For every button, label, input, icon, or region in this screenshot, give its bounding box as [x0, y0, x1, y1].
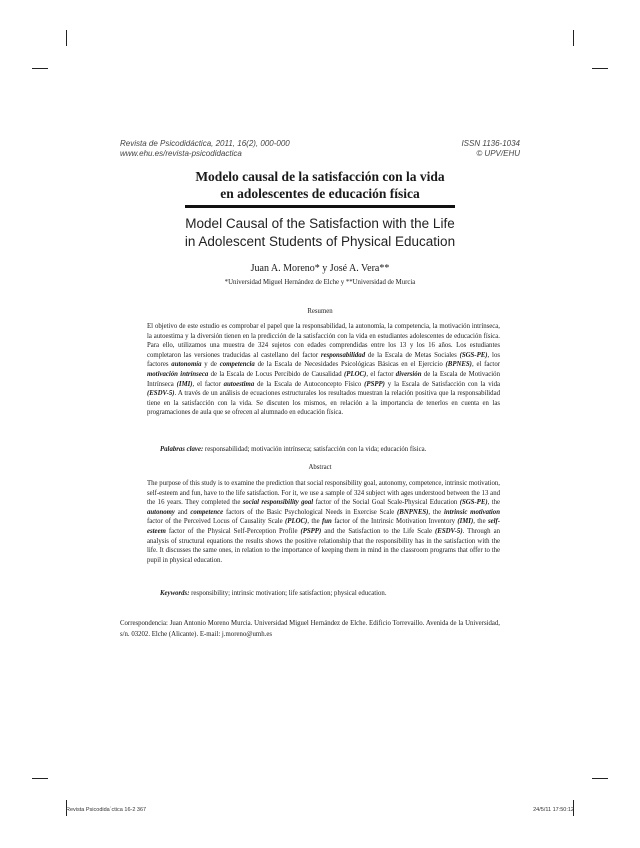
- resumen-heading: Resumen: [307, 308, 333, 315]
- crop-mark: [32, 778, 48, 779]
- title-english: Model Causal of the Satisfaction with the Life in Adolescent Students of Physical Education: [184, 216, 456, 249]
- issn: ISSN 1136-1034: [461, 139, 520, 148]
- copyright: © UPV/EHU: [476, 149, 520, 158]
- crop-mark: [66, 30, 67, 46]
- abstract-heading: Abstract: [308, 464, 332, 471]
- crop-mark: [573, 30, 574, 46]
- title-rule: [185, 205, 455, 208]
- journal-citation: Revista de Psicodidáctica, 2011, 16(2), 000-000: [120, 139, 290, 148]
- resumen-keywords: Palabras clave: responsabilidad; motivación intrínseca; satisfacción con la vida; educación física.: [160, 446, 427, 453]
- abstract-text: The purpose of this study is to examine the prediction that social responsibility goal, autonomy, competence, intrinsic motivation, self-esteem and fun, have to the life satisfaction. For it, we use a sample of 324 subject with ages understood between the 13 and the 16 years. They completed the social responsibility goal factor of the Social Goal Scale-Physical Education (SGS-PE), the autonomy and competence factors of the Basic Psychological Needs in Exercise Scale (BNPNES), the intrinsic motivation factor of the Perceived Locus of Causality Scale (PLOC), the fun factor of the Intrinsic Motivation Inventory (IMI), the self-esteem factor of the Physical Self-Perception Profile (PSPP) and the Satisfaction to the Life Scale (ESDV-5). Through an analysis of structural equations the results shows the positive relationship that the responsibility has in the satisfaction with the life. It discusses the same ones, in relation to the importance of keeping them in mind in the classroom programs that offer to the pupil in physical education.: [147, 480, 501, 564]
- affiliation: *Universidad Miguel Hernández de Elche y **Universidad de Murcia: [224, 279, 416, 286]
- resumen-text: El objetivo de este estudio es comprobar el papel que la responsabilidad, la autonomía, la competencia, la motivación intrínseca, la autoestima y la diversión tienen en la predicción de la satisfacción con la vida en estudiantes adolescentes de educación física. Para ello, utilizamos una muestra de 324 sujetos con edades comprendidas entre los 13 y los 16 años. Los estudiantes completaron las versiones traducidas al castellano del factor responsabilidad de la Escala de Metas Sociales (SGS-PE), los factores autonomía y de competencia de la Escala de Necesidades Psicológicas Básicas en el Ejercicio (BPNES), el factor motivación intrínseca de la Escala de Locus Percibido de Causalidad (PLOC), el factor diversión de la Escala de Motivación Intrínseca (IMI), el factor autoestima de la Escala de Autoconcepto Físico (PSPP) y la Escala de Satisfacción con la vida (ESDV-5). A través de un análisis de ecuaciones estructurales los resultados muestran la relación positiva que la responsabilidad tiene en la satisfacción con la vida. Se discuten los mismos, en relación a la importancia de tenerlos en cuenta en las programaciones de aula que se ofrecen al alumnado en educación física.: [147, 323, 501, 417]
- journal-url: www.ehu.es/revista-psicodidactica: [120, 149, 242, 158]
- authors: Juan A. Moreno* y José A. Vera**: [250, 263, 390, 274]
- footer-slug: Revista Psicodida´ctica 16-2 367: [66, 807, 147, 813]
- abstract-keywords: Keywords: responsibility; intrinsic motivation; life satisfaction; physical education.: [160, 590, 387, 597]
- title-spanish: Modelo causal de la satisfacción con la vida en adolescentes de educación física: [195, 169, 445, 201]
- crop-mark: [32, 68, 48, 69]
- crop-mark: [592, 68, 608, 69]
- crop-mark: [592, 778, 608, 779]
- correspondence: Correspondencia: Juan Antonio Moreno Murcia. Universidad Miguel Hernández de Elche. Edificio Torrevaillo. Avenida de la Universidad, s/n. 03202. Elche (Alicante). E-mail: j.moreno@umh.es: [120, 620, 500, 638]
- footer-timestamp: 24/5/11 17:50:12: [533, 807, 574, 813]
